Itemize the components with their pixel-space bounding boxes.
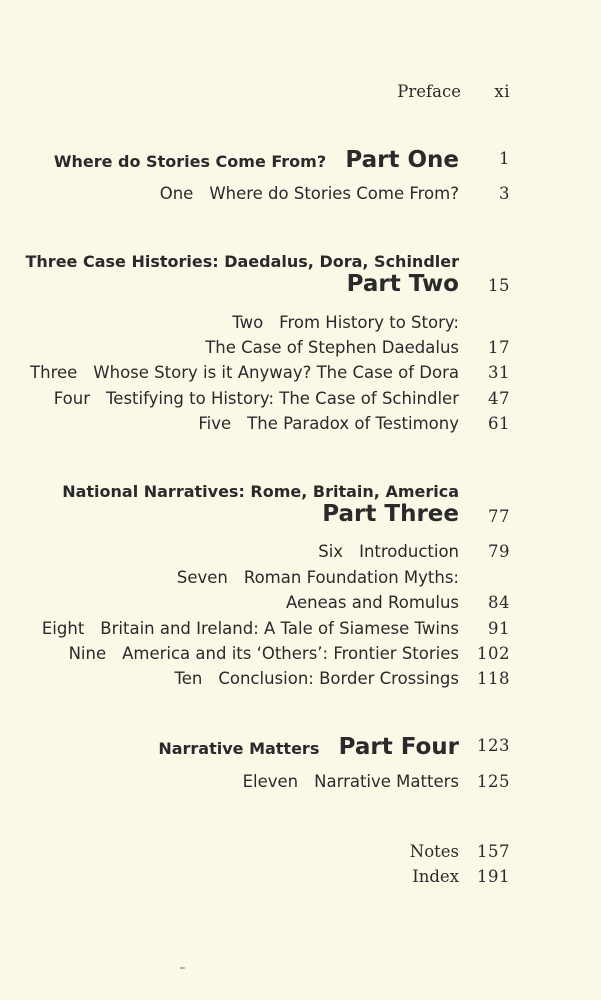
chapter-four-page: 47	[488, 389, 510, 408]
chapter-six-page: 79	[488, 542, 510, 561]
index-label: Index	[412, 867, 459, 886]
part-two-page: 15	[488, 276, 510, 295]
chapter-one-page: 3	[499, 184, 510, 203]
chapter-two-page: 17	[488, 338, 510, 357]
chapter-number: Ten	[174, 669, 203, 688]
chapter-eight-page: 91	[488, 619, 510, 638]
chapter-two-cont: The Case of Stephen Daedalus	[205, 338, 459, 357]
chapter-title: Where do Stories Come From?	[209, 184, 459, 203]
chapter-nine	[69, 644, 459, 664]
chapter-eight	[42, 619, 459, 639]
chapter-number: Eight	[41, 619, 85, 638]
part-three-title: National Narratives: Rome, Britain, America	[62, 482, 459, 501]
chapter-title: Conclusion: Border Crossings	[218, 669, 459, 688]
chapter-four	[54, 389, 459, 409]
part-one-page: 1	[499, 149, 510, 168]
index-page: 191	[477, 867, 510, 886]
chapter-title: Narrative Matters	[314, 772, 459, 791]
chapter-seven-cont: Aeneas and Romulus	[286, 593, 459, 612]
chapter-number: Eleven	[242, 772, 299, 791]
chapter-title: Roman Foundation Myths:	[243, 568, 459, 587]
part-three-page: 77	[488, 507, 510, 526]
chapter-number: Nine	[68, 644, 107, 663]
chapter-title: The Paradox of Testimony	[247, 414, 459, 433]
chapter-title: Testifying to History: The Case of Schindler	[106, 389, 459, 408]
chapter-seven-page: 84	[488, 593, 510, 612]
chapter-title: Britain and Ireland: A Tale of Siamese Twins	[100, 619, 459, 638]
chapter-number: Five	[198, 414, 232, 433]
part-one-title: Where do Stories Come From?	[53, 152, 327, 171]
chapter-number: Seven	[176, 568, 228, 587]
chapter-seven	[177, 568, 459, 588]
notes-label: Notes	[409, 842, 459, 861]
page-speck	[180, 967, 185, 969]
chapter-title: Whose Story is it Anyway? The Case of Dora	[93, 363, 459, 382]
chapter-eleven-page: 125	[477, 772, 510, 791]
part-four-label: Part Four	[338, 734, 459, 760]
part-four-title: Narrative Matters	[158, 739, 320, 758]
chapter-three	[30, 363, 459, 383]
part-two-label: Part Two	[346, 271, 459, 297]
notes-page: 157	[477, 842, 510, 861]
chapter-five	[198, 414, 459, 434]
part-four-heading	[158, 733, 459, 761]
part-one-heading	[54, 146, 459, 174]
chapter-number: Six	[318, 542, 344, 561]
chapter-ten-page: 118	[477, 669, 510, 688]
chapter-six	[318, 542, 459, 562]
part-one-label: Part One	[345, 147, 459, 173]
chapter-one	[160, 184, 459, 204]
chapter-title: America and its ‘Others’: Frontier Stories	[122, 644, 459, 663]
preface-page: xi	[494, 82, 510, 101]
part-two-title: Three Case Histories: Daedalus, Dora, Schindler	[25, 252, 459, 271]
chapter-number: Two	[232, 313, 264, 332]
chapter-number: One	[159, 184, 194, 203]
chapter-two	[232, 313, 459, 333]
chapter-title: Introduction	[359, 542, 459, 561]
chapter-nine-page: 102	[477, 644, 510, 663]
preface-label: Preface	[397, 82, 461, 101]
chapter-five-page: 61	[488, 414, 510, 433]
chapter-eleven	[243, 772, 459, 792]
chapter-three-page: 31	[488, 363, 510, 382]
part-three-label: Part Three	[322, 501, 459, 527]
chapter-ten	[174, 669, 459, 689]
chapter-number: Four	[53, 389, 91, 408]
part-four-page: 123	[477, 736, 510, 755]
chapter-number: Three	[30, 363, 78, 382]
chapter-title: From History to Story:	[279, 313, 459, 332]
